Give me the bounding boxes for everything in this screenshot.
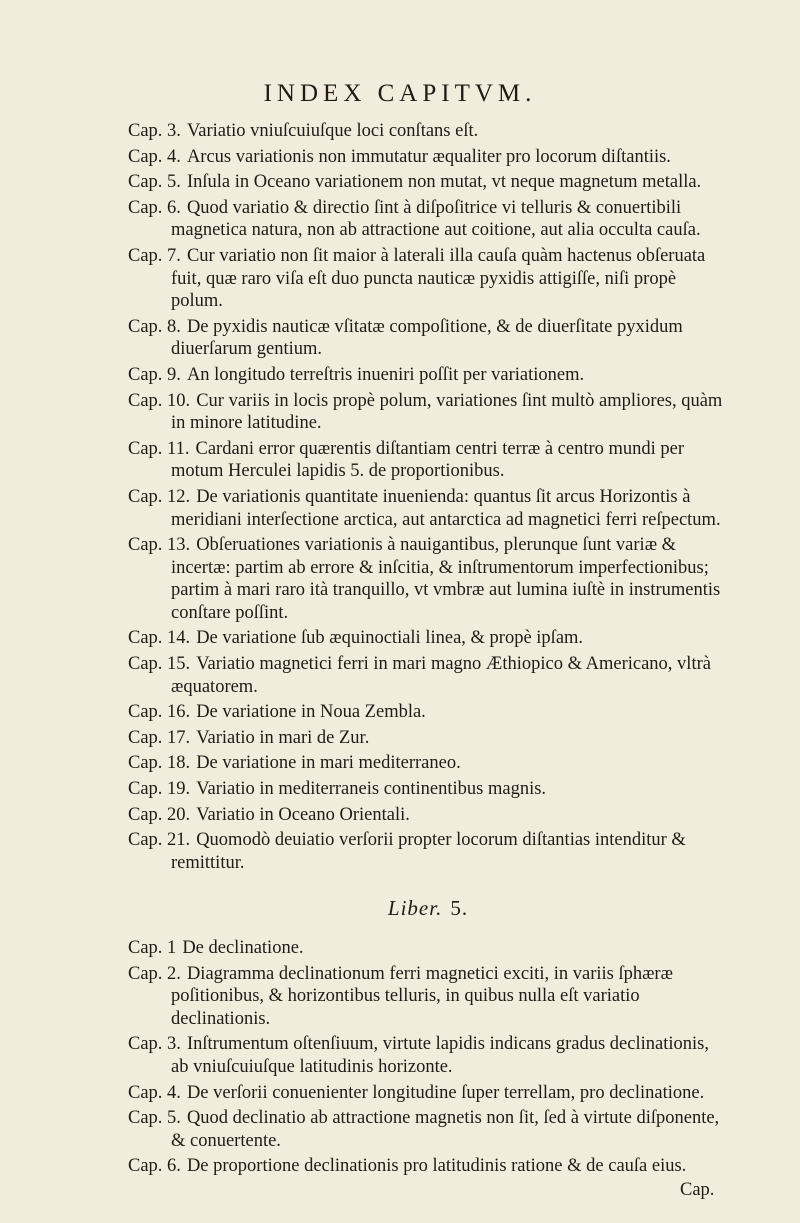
- chapter-number: Cap. 15.: [128, 654, 191, 675]
- chapter-entry: [128, 778, 728, 801]
- chapter-index: [128, 120, 728, 1181]
- chapter-entry: [128, 1082, 728, 1105]
- chapter-title: De pyxidis nauticæ vſitatæ compoſitione, & de diuerſitate pyxidum diuerſarum gentium.: [171, 316, 683, 360]
- chapter-number: Cap. 3.: [128, 121, 181, 141]
- chapter-number: Cap. 1: [128, 938, 177, 958]
- chapter-title: Cur variis in locis propè polum, variationes ſint multò ampliores, quàm in minore latitudine.: [171, 390, 723, 434]
- chapter-title: De variatione in Noua Zembla.: [196, 702, 426, 723]
- chapter-entry: [128, 438, 728, 483]
- chapter-number: Cap. 16.: [128, 702, 191, 723]
- chapter-number: Cap. 8.: [128, 316, 181, 337]
- chapter-title: Arcus variationis non immutatur æqualiter pro locorum diſtantiis.: [186, 146, 671, 167]
- chapter-entry: [128, 937, 728, 960]
- chapter-entry: [128, 727, 728, 750]
- chapter-title: Inſtrumentum oſtenſiuum, virtute lapidis indicans gradus declinationis, ab vniuſcuiuſque latitudinis horizonte.: [171, 1034, 709, 1077]
- chapter-title: Variatio in mediterraneis continentibus magnis.: [196, 779, 547, 800]
- chapter-entry: [128, 963, 728, 1031]
- chapter-title: Quod declinatio ab attractione magnetis non ſit, ſed à virtute diſponente, & conuertente.: [171, 1108, 720, 1151]
- chapter-title: Cur variatio non ſit maior à laterali illa cauſa quàm hactenus obſeruata fuit, quæ raro viſa eſt duo puncta nauticæ pyxidis attigiſſe, niſi propè polum.: [171, 245, 706, 312]
- chapter-title: De verſorii conuenienter longitudine ſuper terrellam, pro declinatione.: [186, 1082, 705, 1103]
- chapter-title: De variatione ſub æquinoctiali linea, & propè ipſam.: [196, 628, 584, 649]
- book-heading: [128, 897, 728, 920]
- chapter-title: De proportione declinationis pro latitudinis ratione & de cauſa eius.: [186, 1156, 687, 1177]
- chapter-title: Variatio vniuſcuiuſque loci conſtans eſt.: [186, 121, 479, 141]
- chapter-list-book-4: [128, 120, 728, 874]
- chapter-number: Cap. 19.: [128, 779, 191, 800]
- chapter-number: Cap. 3.: [128, 1034, 181, 1055]
- chapter-number: Cap. 6.: [128, 197, 181, 218]
- book-heading-label: Liber.: [387, 896, 443, 921]
- chapter-title: De declinatione.: [182, 938, 304, 958]
- chapter-title: Variatio magnetici ferri in mari magno Æthiopico & Americano, vltrà æquatorem.: [171, 654, 711, 697]
- chapter-number: Cap. 20.: [128, 804, 191, 825]
- chapter-number: Cap. 18.: [128, 753, 191, 774]
- chapter-number: Cap. 13.: [128, 535, 191, 556]
- chapter-number: Cap. 9.: [128, 364, 181, 385]
- chapter-entry: [128, 752, 728, 775]
- chapter-entry: [128, 534, 728, 624]
- chapter-entry: [128, 701, 728, 724]
- chapter-title: Variatio in mari de Zur.: [196, 727, 370, 748]
- chapter-number: Cap. 4.: [128, 1082, 181, 1103]
- chapter-entry: [128, 390, 728, 435]
- chapter-title: An longitudo terreſtris inueniri poſſit per variationem.: [186, 364, 585, 385]
- chapter-number: Cap. 4.: [128, 146, 181, 167]
- chapter-entry: [128, 120, 728, 143]
- chapter-entry: [128, 1155, 728, 1178]
- chapter-number: Cap. 17.: [128, 727, 191, 748]
- chapter-title: Cardani error quærentis diſtantiam centri terræ à centro mundi per motum Herculei lapidis 5. de proportionibus.: [171, 438, 685, 482]
- chapter-number: Cap. 12.: [128, 486, 191, 507]
- chapter-title: Inſula in Oceano variationem non mutat, vt neque magnetum metalla.: [186, 172, 702, 193]
- chapter-title: Quomodò deuiatio verſorii propter locorum diſtantias intenditur & remittitur.: [171, 830, 686, 873]
- page-title: INDEX CAPITVM.: [263, 80, 537, 107]
- chapter-entry: [128, 316, 728, 361]
- chapter-entry: [128, 197, 728, 242]
- chapter-list-book-5: [128, 937, 728, 1178]
- chapter-number: Cap. 7.: [128, 245, 181, 266]
- chapter-entry: [128, 829, 728, 874]
- chapter-entry: [128, 146, 728, 169]
- chapter-number: Cap. 5.: [128, 1108, 181, 1129]
- chapter-entry: [128, 1033, 728, 1078]
- book-heading-number: 5.: [450, 896, 469, 921]
- chapter-entry: [128, 627, 728, 650]
- chapter-number: Cap. 5.: [128, 172, 181, 193]
- chapter-title: Quod variatio & directio ſint à diſpoſitrice vi telluris & conuertibili magnetica natura, non ab attractione aut coitione, aut alia occulta cauſa.: [171, 197, 701, 241]
- chapter-title: Variatio in Oceano Orientali.: [196, 804, 410, 825]
- chapter-entry: [128, 486, 728, 531]
- chapter-entry: [128, 171, 728, 194]
- catchword: Cap.: [680, 1180, 715, 1200]
- chapter-entry: [128, 1107, 728, 1152]
- chapter-number: Cap. 6.: [128, 1156, 181, 1177]
- chapter-title: De variatione in mari mediterraneo.: [196, 753, 461, 774]
- chapter-number: Cap. 14.: [128, 628, 191, 649]
- chapter-entry: [128, 653, 728, 698]
- chapter-number: Cap. 2.: [128, 963, 181, 984]
- chapter-title: Obſeruationes variationis à nauigantibus, plerunque ſunt variæ & incertæ: partim ab errore & inſcitia, & inſtrumentorum imperfectionibus; partim à mari raro ità tranquillo, vt vmbræ aut lumina iuſtè in instrumentis conſtare poſſint.: [171, 535, 721, 623]
- chapter-title: De variationis quantitate inuenienda: quantus ſit arcus Horizontis à meridiani interſectione arctica, aut antarctica ad magnetici ferri reſpectum.: [171, 486, 721, 530]
- chapter-entry: [128, 245, 728, 313]
- chapter-number: Cap. 21.: [128, 830, 191, 851]
- chapter-entry: [128, 364, 728, 387]
- chapter-number: Cap. 10.: [128, 390, 191, 411]
- chapter-entry: [128, 804, 728, 827]
- chapter-number: Cap. 11.: [128, 438, 190, 459]
- chapter-title: Diagramma declinationum ferri magnetici exciti, in variis ſphæræ poſitionibus, & horizontibus telluris, in quibus nulla eſt variatio declinationis.: [171, 963, 673, 1029]
